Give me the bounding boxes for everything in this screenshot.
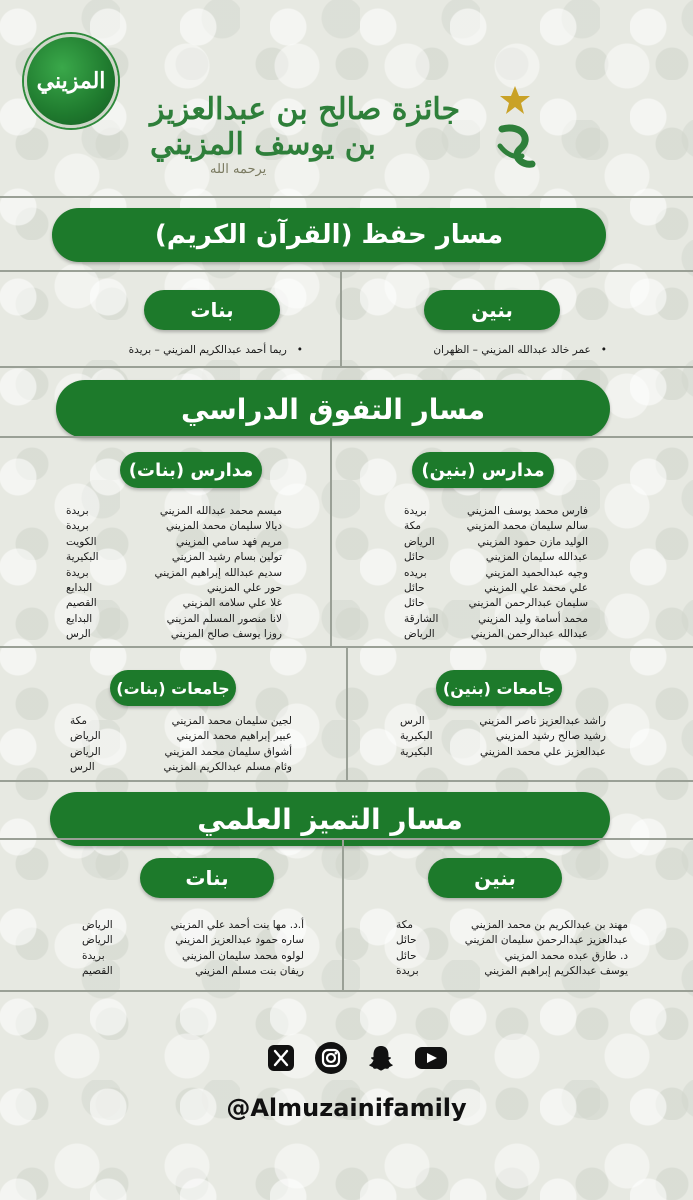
uni-girls-pill: جامعات (بنات) <box>110 670 236 706</box>
list-item: سليمان عبدالرحمن المزيني حائل <box>404 597 588 610</box>
logo-text: المزيني <box>36 68 106 94</box>
list-item: رشيد صالح رشيد المزيني البكيرية <box>400 730 606 743</box>
award-star-mark-icon <box>492 84 538 174</box>
list-item: تولين بسام رشيد المزيني البكيرية <box>66 551 282 564</box>
excellence-girls-list <box>82 918 304 980</box>
list-item: حور علي المزيني البدايع <box>66 582 282 595</box>
excellence-track-banner: مسار التميز العلمي <box>50 792 610 846</box>
list-item: لجين سليمان محمد المزيني مكة <box>70 715 292 727</box>
list-item: محمد أسامة وليد المزيني الشارقة <box>404 612 588 625</box>
family-logo <box>24 34 118 128</box>
schools-girls-pill: مدارس (بنات) <box>120 452 262 488</box>
list-item: لانا منصور المسلم المزيني البدايع <box>66 612 282 625</box>
instagram-icon[interactable] <box>313 1040 349 1076</box>
list-item: عبير إبراهيم محمد المزيني الرياض <box>70 730 292 743</box>
snapchat-icon[interactable] <box>363 1040 399 1076</box>
list-item: لولوه محمد سليمان المزيني بريدة <box>82 949 304 962</box>
schools-girls-list <box>66 504 282 643</box>
list-item: مريم فهد سامي المزيني الكويت <box>66 535 282 548</box>
list-item: ريفان بنت مسلم المزيني القصيم <box>82 965 304 978</box>
schools-boys-list <box>404 504 588 643</box>
quran-girls-pill: بنات <box>144 290 280 330</box>
list-item: سديم عبدالله إبراهيم المزيني بريدة <box>66 566 282 579</box>
divider <box>0 780 693 782</box>
youtube-icon[interactable] <box>413 1040 449 1076</box>
column-divider <box>340 270 342 366</box>
list-item: الوليد مازن حمود المزيني الرياض <box>404 535 588 548</box>
quran-boys-pill: بنين <box>424 290 560 330</box>
divider <box>0 990 693 992</box>
list-item: يوسف عبدالكريم إبراهيم المزيني بريدة <box>396 965 628 978</box>
excellence-boys-list <box>396 918 628 980</box>
social-handle[interactable]: @Almuzainifamily <box>226 1094 467 1122</box>
quran-girls-item: • ريما أحمد عبدالكريم المزيني – بريدة <box>129 344 303 356</box>
excellence-boys-pill: بنين <box>428 858 562 898</box>
award-subtitle: يرحمه الله <box>210 162 267 177</box>
uni-girls-list <box>70 714 292 776</box>
list-item: عبدالله عبدالرحمن المزيني الرياض <box>404 628 588 641</box>
list-item: فارس محمد يوسف المزيني بريدة <box>404 505 588 517</box>
list-item: ديالا سليمان محمد المزيني بريدة <box>66 520 282 533</box>
list-item: سالم سليمان محمد المزيني مكة <box>404 520 588 533</box>
x-icon[interactable] <box>263 1040 299 1076</box>
list-item: أ.د. مها بنت أحمد علي المزيني الرياض <box>82 919 304 931</box>
excellence-girls-pill: بنات <box>140 858 274 898</box>
list-item: أشواق سليمان محمد المزيني الرياض <box>70 745 292 758</box>
quran-track-banner: مسار حفظ (القرآن الكريم) <box>52 208 606 262</box>
divider <box>0 838 693 840</box>
uni-boys-pill: جامعات (بنين) <box>436 670 562 706</box>
list-item: ساره حمود عبدالعزيز المزيني الرياض <box>82 934 304 947</box>
divider <box>0 196 693 198</box>
quran-boys-item: • عمر خالد عبدالله المزيني – الظهران <box>433 344 607 356</box>
list-item: راشد عبدالعزيز ناصر المزيني الرس <box>400 715 606 727</box>
divider <box>0 436 693 438</box>
list-item: روزا يوسف صالح المزيني الرس <box>66 628 282 641</box>
column-divider <box>330 436 332 646</box>
list-item: عبدالعزيز عبدالرحمن سليمان المزيني حائل <box>396 934 628 947</box>
award-title: جائزة صالح بن عبدالعزيز بن يوسف المزيني <box>150 92 461 162</box>
list-item: مهند بن عبدالكريم بن محمد المزيني مكة <box>396 919 628 931</box>
award-title-block <box>150 80 490 190</box>
list-item: وئام مسلم عبدالكريم المزيني الرس <box>70 761 292 774</box>
social-links <box>263 1040 449 1076</box>
uni-boys-list <box>400 714 606 760</box>
academic-track-banner: مسار التفوق الدراسي <box>56 380 610 438</box>
list-item: عبدالعزيز علي محمد المزيني البكيرية <box>400 745 606 758</box>
schools-boys-pill: مدارس (بنين) <box>412 452 554 488</box>
list-item: عبدالله سليمان المزيني حائل <box>404 551 588 564</box>
list-item: علي محمد علي المزيني حائل <box>404 582 588 595</box>
column-divider <box>342 838 344 990</box>
list-item: ميسم محمد عبدالله المزيني بريدة <box>66 505 282 517</box>
list-item: د. طارق عبده محمد المزيني حائل <box>396 949 628 962</box>
divider <box>0 270 693 272</box>
list-item: غلا علي سلامه المزيني القصيم <box>66 597 282 610</box>
column-divider <box>346 646 348 780</box>
divider <box>0 366 693 368</box>
list-item: وجيه عبدالحميد المزيني بريده <box>404 566 588 579</box>
